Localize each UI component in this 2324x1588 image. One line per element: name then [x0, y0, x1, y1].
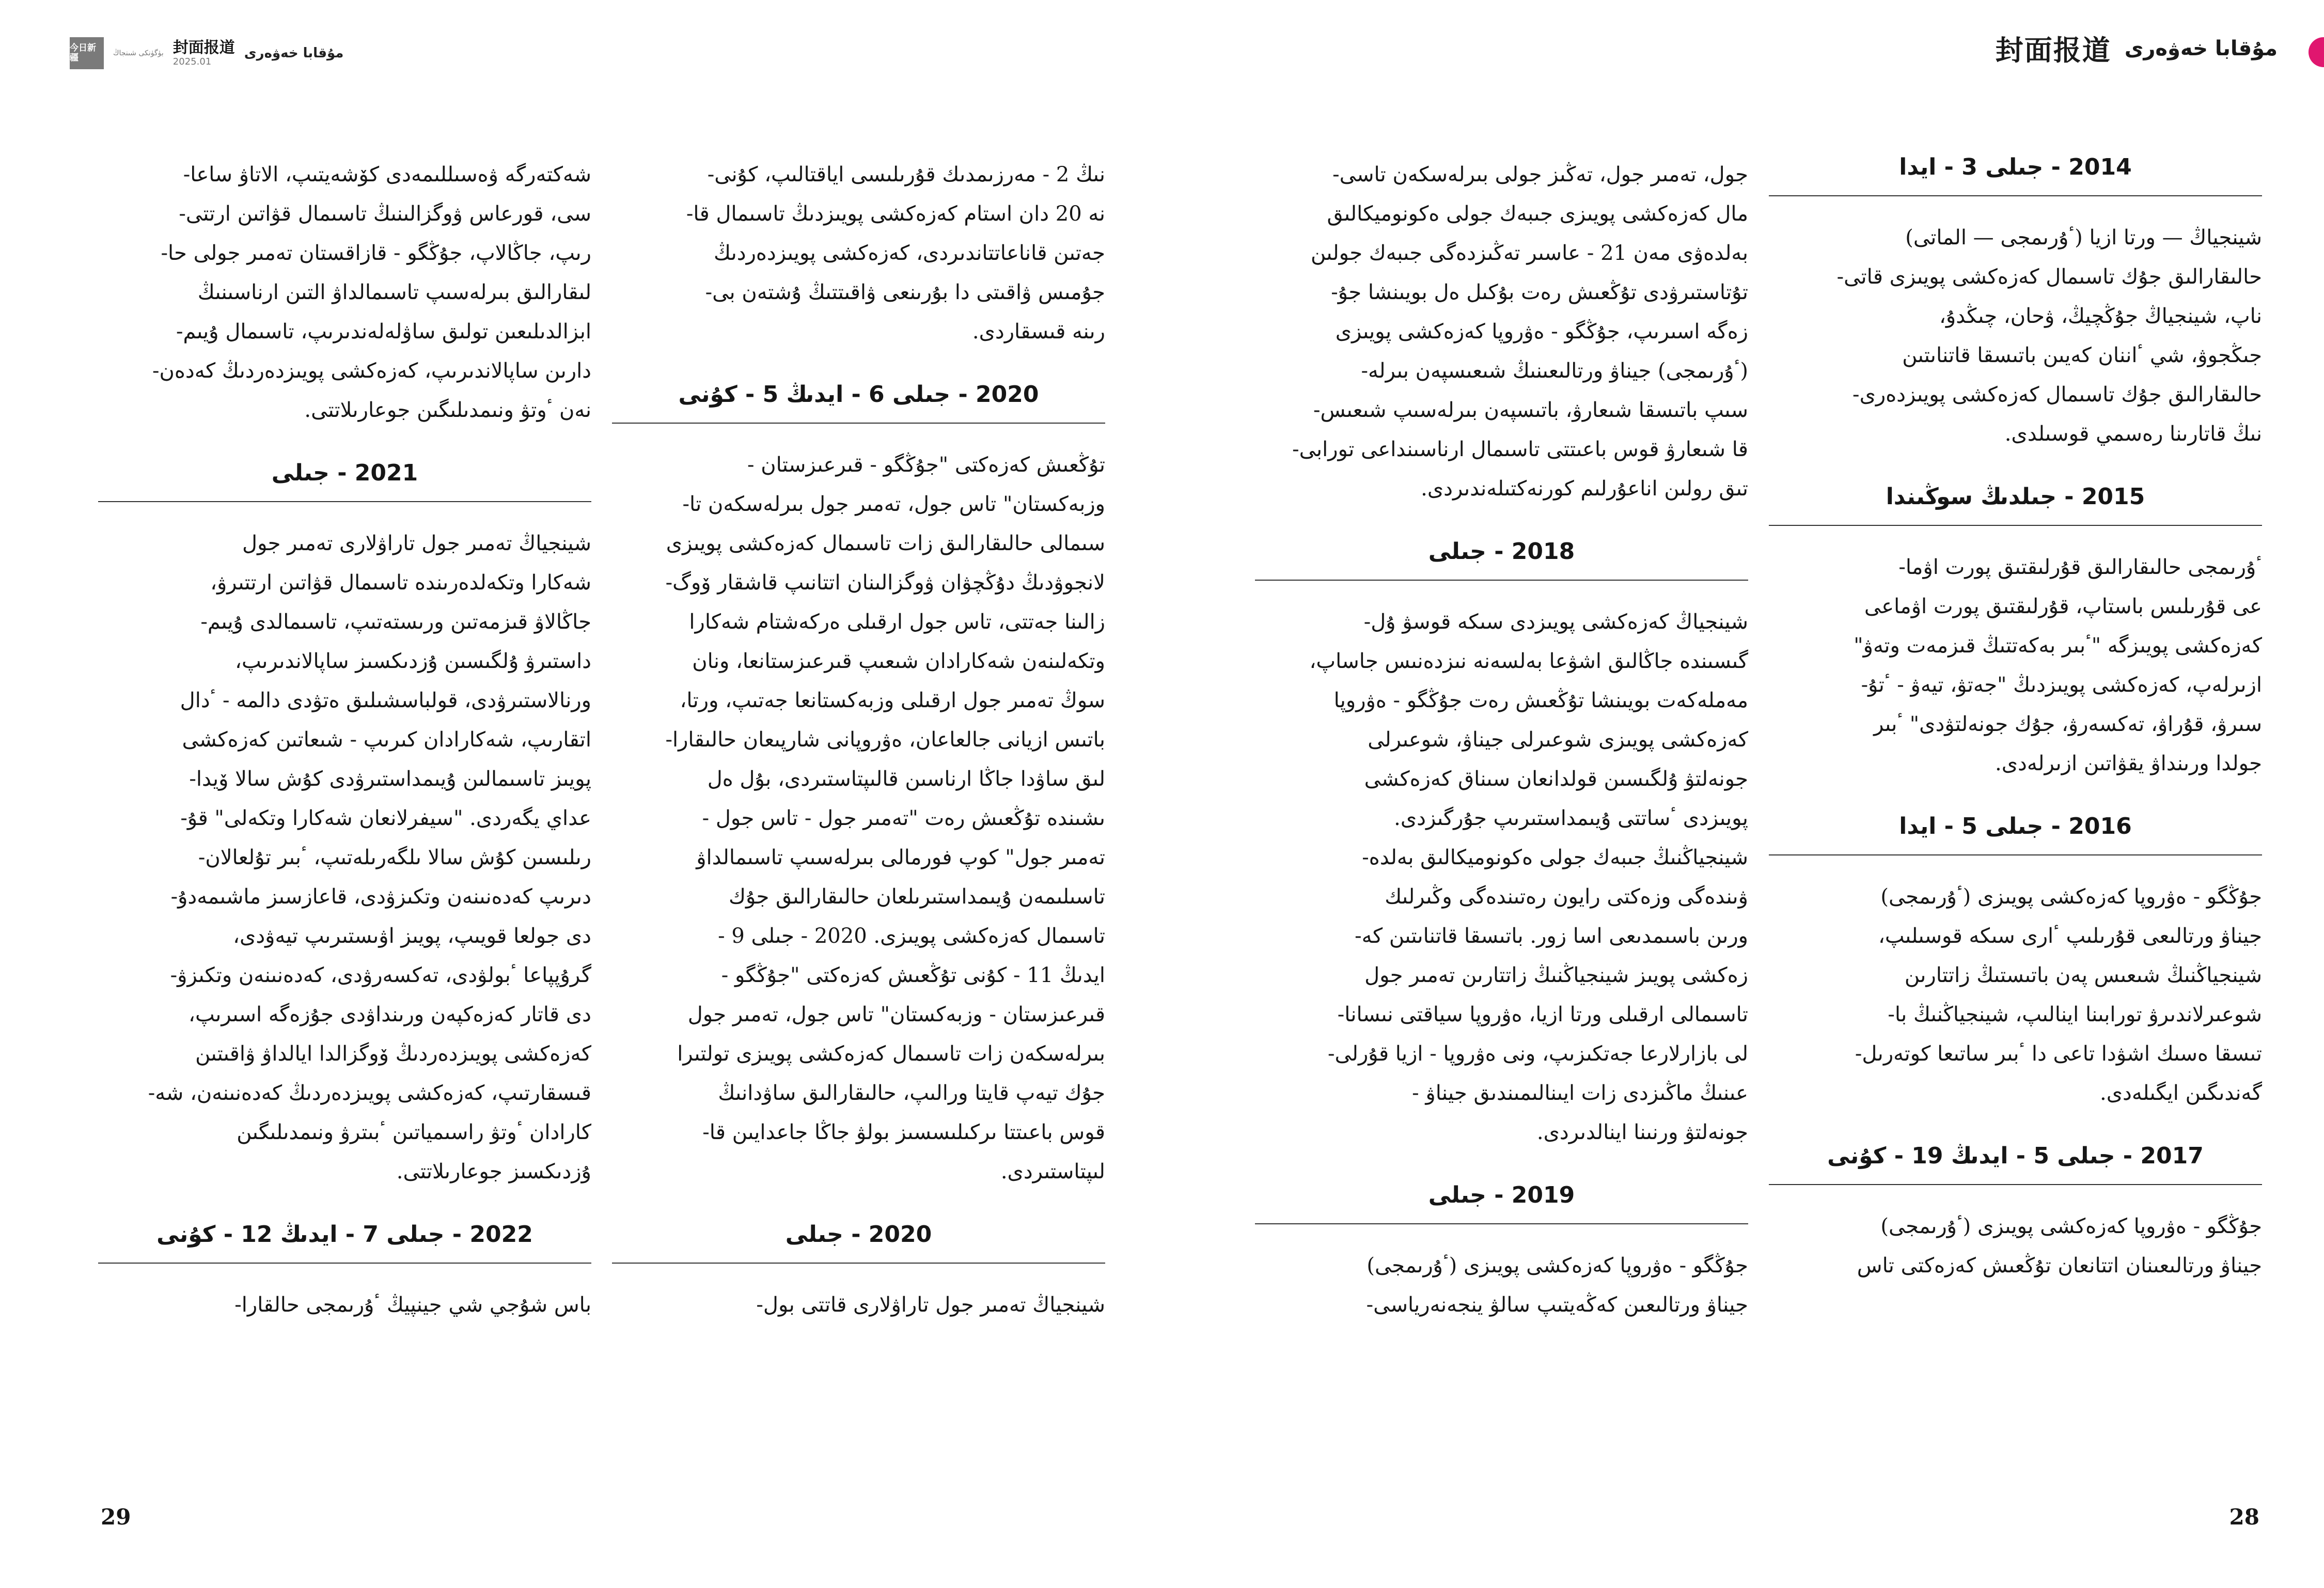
body-text-line: جيناۋ ورتالىعىنان اتتانعان تۇڭعىش كەزەكتى تاس	[1857, 1254, 2262, 1278]
body-text-line: دارىن ساپالاندىرىپ، كەزەكشى پويىزدەردىڭ كەدەن-	[152, 359, 591, 383]
section-title-ug-right: مۇقابا خەۋەرى	[2124, 36, 2278, 60]
body-text-line: مەملەكەت بويىنشا تۇڭعىش رەت جۇڭگو - ەۋروپا	[1333, 689, 1748, 712]
body-text-line: گەندىگىن ايگىلەدى.	[2099, 1081, 2262, 1105]
body-text-line: كەزەكشى پويىزى شوعىرلى جيناۋ، شوعىرلى	[1368, 728, 1748, 752]
body-text-line: جونەلتۋ ۇلگىسىن قولدانعان سىناق كەزەكشى	[1364, 767, 1748, 791]
running-header-left	[70, 35, 343, 71]
body-text-line: وزبەكستان" تاس جول، تەمىر جول بىرلەسكەن تا-	[682, 492, 1105, 516]
body-text-line: تاسىمال كەزەكشى پويىزى. 2020 - جىلى 9 -	[718, 924, 1105, 948]
body-text-line: سىمالى حالىقارالىق زات تاسىمال كەزەكشى پويىزى	[666, 532, 1105, 555]
body-text-line: مال كەزەكشى پويىزى جىبەك جولى ەكونوميكالىق	[1327, 202, 1748, 226]
body-text-line: ايدىڭ 11 - كۇنى تۇڭعىش كەزەكتى "جۇڭگو -	[721, 963, 1105, 987]
date-heading: 2015 - جىلدىڭ سوڭىندا	[1769, 469, 2262, 526]
body-text-line: شوعىرلاندىرۋ تورابىنا اينالىپ، شينجياڭنىڭ با-	[1888, 1003, 2262, 1026]
magazine-logo-subtitle	[113, 49, 164, 58]
body-text-line: جيناۋ ورتالىعىن كەڭەيتىپ سالۋ ينجەنەرياسى-	[1366, 1293, 1748, 1317]
body-text-line: لىق ساۋدا جاڭا ارناسىن قالىپتاستىردى، بۇل ەل	[707, 767, 1105, 791]
body-text-line: جۇڭگو - ەۋروپا كەزەكشى پويىزى (ٴۇرىمجى)	[1880, 885, 2262, 909]
body-text-line: تەمىر جول" كوپ فورمالى بىرلەسىپ تاسىمالداۋ	[696, 846, 1105, 869]
section-title-cn-right: 封面报道	[1995, 34, 2111, 67]
body-text-line: شەكتەرگە ۋەسىللىمەدى كۆشەيتىپ، الاتاۋ ساعا-	[183, 163, 591, 186]
body-text-line: لىقارالىق بىرلەسىپ تاسىمالداۋ التىن ارناسىنىڭ	[197, 281, 591, 304]
body-text-line: شينجياڭنىڭ شىعىس پەن باتىستىڭ زاتتارىن	[1904, 963, 2262, 987]
section-title-cn: 封面报道	[172, 38, 235, 57]
body-text-line: سىپ باتىسقا شىعارۋ، باتىسپەن بىرلەسىپ شىعىس-	[1313, 398, 1748, 422]
date-heading: 2016 - جىلى 5 - ايدا	[1769, 799, 2262, 855]
body-text-line: جۇڭگو - ەۋروپا كەزەكشى پويىزى (ٴۇرىمجى)	[1880, 1215, 2262, 1238]
body-text-line: جاڭالاۋ قىزمەتىن ورىستەتىپ، تاسىمالدى ۇيىم-	[200, 610, 591, 634]
body-text-line: دى قاتار كەزەكپەن ورىنداۋدى جۇزەگە اسىرىپ،	[189, 1003, 591, 1026]
body-text-line: ناپ، شينجياڭ جۇڭچيڭ، ۋحان، چىڭدۇ،	[1939, 304, 2262, 328]
body-text-line: جۇك تيەپ قايتا ورالىپ، حالىقارالىق ساۋدانىڭ	[718, 1081, 1105, 1105]
page-number-left: 29	[101, 1504, 131, 1530]
body-text-line: وتكەلىنەن شەكارادان شىعىپ قىرعىزستانعا، ونان	[692, 649, 1105, 673]
date-heading: 2021 - جىلى	[98, 445, 591, 502]
magazine-logo	[70, 37, 104, 69]
body-text-line: نە 20 دان استام كەزەكشى پويىزدىڭ تاسىمال قا-	[686, 202, 1105, 226]
body-text-line: گىسىندە جاڭالىق اشۋعا بەلسەنە نىزدەنىس جاساپ،	[1309, 649, 1748, 673]
body-text-line: ازىرلەپ، كەزەكشى پويىزدىڭ "جەتۋ، تيەۋ - ٴتۇ-	[1861, 673, 2262, 697]
body-text-line: جەتىن قاناعاتتاندىردى، كەزەكشى پويىزدەردىڭ	[713, 241, 1105, 265]
body-text-line: سى، قورعاس ۋوگزالىنىڭ تاسىمال قۋاتىن ارتتى-	[179, 202, 591, 226]
body-text-line: جول، تەمىر جول، تەڭىز جولى بىرلەسكەن تاسى-	[1332, 163, 1748, 186]
body-text-line: نىڭ قاتارىنا رەسمي قوسىلدى.	[2004, 422, 2262, 446]
body-text-line: رىلىسىن كۇش سالا ىلگەرىلەتىپ، ٴبىر تۇلعالان-	[198, 846, 591, 869]
body-text-line: لىپتاستىردى.	[1000, 1160, 1105, 1184]
body-text-line: ۇزدىكسىز جوعارىلاتتى.	[396, 1160, 591, 1184]
body-text-line: دىرىپ كەدەنىنەن وتكىزۋدى، قاعازسىز ماشىمەدۇ-	[170, 885, 591, 909]
body-text-line: گرۇپپاعا ٴبولۋدى، تەكسەرۋدى، كەدەنىنەن وتكىزۋ-	[170, 963, 591, 987]
column-3	[1255, 155, 1748, 1325]
body-text-line: شينجياڭ كەزەكشى پويىزدى سىكە قوسۋ ۇل-	[1363, 610, 1748, 634]
body-text-line: جۇڭگو - ەۋروپا كەزەكشى پويىزى (ٴۇرىمجى)	[1367, 1254, 1748, 1278]
body-text-line: شينجياڭ تەمىر جول تاراۋلارى تەمىر جول	[242, 532, 591, 555]
body-text-line: شينجياڭ — ورتا ازيا (ٴۇرىمجى — الماتى)	[1905, 226, 2262, 250]
body-text-line: ٴۇرىمجى حالىقارالىق قۇرلىقتىق پورت اۋما-	[1898, 555, 2262, 579]
body-text-line: نەن ٴوتۋ ونىمدىلىگىن جوعارىلاتتى.	[304, 398, 591, 422]
date-heading: 2017 - جىلى 5 - ايدىڭ 19 - كۇنى	[1769, 1128, 2262, 1185]
body-text-line: پويىز تاسىمالىن ۇيىمداستىرۋدى كۇش سالا ۆيدا-	[189, 767, 591, 791]
body-text-line: لانجوۋدىڭ دۇڭچۋان ۋوگزالىنان اتتانىپ قاشقار ۆوگ-	[665, 571, 1105, 595]
body-text-line: باتىس ازيانى جالعاعان، ەۋروپانى شارپىعان حالىقارا-	[665, 728, 1105, 752]
body-text-line: قىرعىزستان - وزبەكستان" تاس جول، تەمىر جول	[687, 1003, 1105, 1026]
section-color-tab	[2309, 37, 2324, 67]
body-text-line: اتقارىپ، شەكارادان كىرىپ - شىعاتىن كەزەكشى	[182, 728, 591, 752]
body-text-line: پويىزدى ٴساتتى ۇيىمداستىرىپ جۇرگىزدى.	[1394, 806, 1748, 830]
body-text-line: قا شىعارۋ قوس باعىتتى تاسىمال ارناسىنداعى تورابى-	[1292, 438, 1748, 461]
body-text-line: تىق رولىن اناعۇرلىم كورنەكتىلەندىردى.	[1421, 477, 1748, 501]
body-text-line: دى جولعا قويىپ، پويىز اۋىستىرىپ تيەۋدى،	[233, 924, 591, 948]
date-heading: 2022 - جىلى 7 - ايدىڭ 12 - كۇنى	[98, 1207, 591, 1264]
body-text-line: كەزەكشى پويىزگە "ٴبىر بەكەتتىڭ قىزمەت وتەۋ"	[1854, 634, 2262, 658]
body-text-line: داستىرۋ ۇلگىسىن ۇزدىكسىز ساپالاندىرىپ،	[235, 649, 591, 673]
body-text-line: ىشىندە تۇڭعىش رەت "تەمىر جول - تاس جول -	[702, 806, 1105, 830]
body-text-line: ۋىندەگى وزەكتى رايون رەتىندەگى وڭىرلىك	[1385, 885, 1748, 909]
date-heading: 2020 - جىلى	[612, 1207, 1105, 1264]
body-text-line: عى قۇرىلىس باستاپ، قۇرلىقتىق پورت اۋماعى	[1864, 595, 2262, 618]
body-text-line: (ٴۇرىمجى) جيناۋ ورتالىعىنىڭ شىعىسپەن بىرلە-	[1361, 359, 1748, 383]
body-text-line: رىنە قىسقاردى.	[972, 320, 1105, 344]
body-text-line: جونەلتۋ ورنىنا اينالدىردى.	[1536, 1120, 1748, 1144]
body-text-line: ابزالدىلىعىن تولىق ساۋلەلەندىرىپ، تاسىمال ۇيىم-	[176, 320, 591, 344]
body-text-line: زەگە اسىرىپ، جۇڭگو - ەۋروپا كەزەكشى پويىزى	[1335, 320, 1748, 344]
body-text-line: قوس باعىتتا ىركىلىسسىز بولۋ جاڭا جاعدايىن قا-	[702, 1120, 1105, 1144]
column-4	[1769, 155, 2262, 1285]
body-text-line: ورنالاستىرۋدى، قولباسشىلىق ەتۋدى دالمە - ٴدال	[180, 689, 591, 712]
body-text-line: شينجياڭنىڭ جىبەك جولى ەكونوميكالىق بەلدە-	[1362, 846, 1748, 869]
body-text-line: لى بازارلارعا جەتكىزىپ، ونى ەۋروپا - ازيا قۇرلى-	[1327, 1042, 1748, 1066]
body-text-line: عداي يگەردى. "سيفرلانعان شەكارا وتكەلى" قۇ-	[180, 806, 591, 830]
body-text-line: تاسىلىمەن ۇيىمداستىرىلعان حالىقارالىق جۇك	[728, 885, 1105, 909]
body-text-line: زالىنا جەتتى، تاس جول ارقىلى ەركەشتام شەكارا	[689, 610, 1105, 634]
body-text-line: كەزەكشى پويىزدەردىڭ ۆوگزالدا ايالداۋ ۋاقىتىن	[195, 1042, 591, 1066]
date-heading: 2014 - جىلى 3 - ايدا	[1769, 139, 2262, 196]
date-heading: 2020 - جىلى 6 - ايدىڭ 5 - كۇنى	[612, 367, 1105, 424]
body-text-line: جولدا ورىنداۋ يقۋاتىن ازىرلەدى.	[1995, 752, 2262, 775]
issue-date: 2025.01	[172, 56, 212, 67]
body-text-line: جۇمىس ۋاقىتى دا بۇرىنعى ۋاقىتتىڭ ۇشتەن بى-	[705, 281, 1105, 304]
body-text-line: حالىقارالىق جۇك تاسىمال كەزەكشى پويىزى قاتى-	[1836, 265, 2262, 289]
body-text-line: تۇڭعىش كەزەكتى "جۇڭگو - قىرعىزستان -	[747, 453, 1105, 477]
body-text-line: تىسقا ەسىك اشۋدا تاعى دا ٴبىر ساتىعا كوتەرىل-	[1855, 1042, 2262, 1066]
body-text-line: زەكشى پويىز شينجياڭنىڭ زاتتارىن تەمىر جول	[1364, 963, 1748, 987]
body-text-line: جيناۋ ورتالىعى قۇرىلىپ ٴارى سىكە قوسىلىپ،	[1878, 924, 2262, 948]
page-number-right: 28	[2229, 1504, 2259, 1530]
body-text-line: باس شۇجي شي جينپيڭ ٴۇرىمجى حالقارا-	[234, 1293, 591, 1317]
magazine-logo-subtitle-text: بۈگۈنكى شىنجاڭ	[113, 49, 164, 57]
body-text-line: قىسقارتىپ، كەزەكشى پويىزدەردىڭ كەدەنىنەن، شە-	[148, 1081, 591, 1105]
body-text-line: شينجياڭ تەمىر جول تاراۋلارى قاتتى بول-	[756, 1293, 1105, 1317]
running-header-right	[1996, 28, 2278, 68]
date-heading: 2019 - جىلى	[1255, 1167, 1748, 1224]
body-text-line: شەكارا وتكەلدەرىندە تاسىمال قۋاتىن ارتتىرۋ،	[210, 571, 591, 595]
section-block	[173, 40, 235, 67]
body-text-line: ورىن باسىمدىعى اسا زور. باتىسقا قاتناىتىن كە-	[1355, 924, 1748, 948]
body-text-line: تۇتاستىرۋدى تۇڭعىش رەت بۇكىل ەل بويىنشا جۇ-	[1331, 281, 1748, 304]
body-text-line: نىڭ 2 - مەرزىمدىك قۇرىلىسى اياقتالىپ، كۇنى-	[707, 163, 1105, 186]
magazine-logo-text: 今日新疆	[70, 43, 96, 63]
body-text-line: كارادان ٴوتۋ راسىمياتىن ٴبىترۋ ونىمدىلىگىن	[237, 1120, 591, 1144]
body-text-line: رىپ، جاڭالاپ، جۇڭگو - قازاقستان تەمىر جولى حا-	[161, 241, 591, 265]
body-text-line: حالىقارالىق جۇك تاسىمال كەزەكشى پويىزدەرى-	[1852, 383, 2262, 407]
column-1	[98, 155, 591, 1325]
section-title-ug: مۇقابا خەۋەرى	[244, 45, 344, 61]
body-text-line: بەلدەۋى مەن 21 - عاسىر تەڭىزدەگى جىبەك جولىن	[1310, 241, 1748, 265]
body-text-line: سوڭ تەمىر جول ارقىلى وزبەكستانعا جەتىپ، ورتا،	[680, 689, 1105, 712]
body-text-line: عىنىڭ ماڭىزدى زات ايىنالىمىندىق جيناۋ -	[1412, 1081, 1748, 1105]
date-heading: 2018 - جىلى	[1255, 524, 1748, 581]
body-text-line: جىڭجوۋ، شي ٴاننان كەيىن باتىسقا قاتناىتىن	[1902, 344, 2262, 367]
body-text-line: تاسىمالى ارقىلى ورتا ازيا، ەۋروپا سياقتى نىسانا-	[1337, 1003, 1748, 1026]
body-text-line: بىرلەسكەن زات تاسىمال كەزەكشى پويىزى تولتىرا	[677, 1042, 1105, 1066]
body-text-line: سىرۋ، قۇراۋ، تەكسەرۋ، جۇك جونەلتۋدى" ٴبىر	[1874, 712, 2262, 736]
column-2	[612, 155, 1105, 1325]
